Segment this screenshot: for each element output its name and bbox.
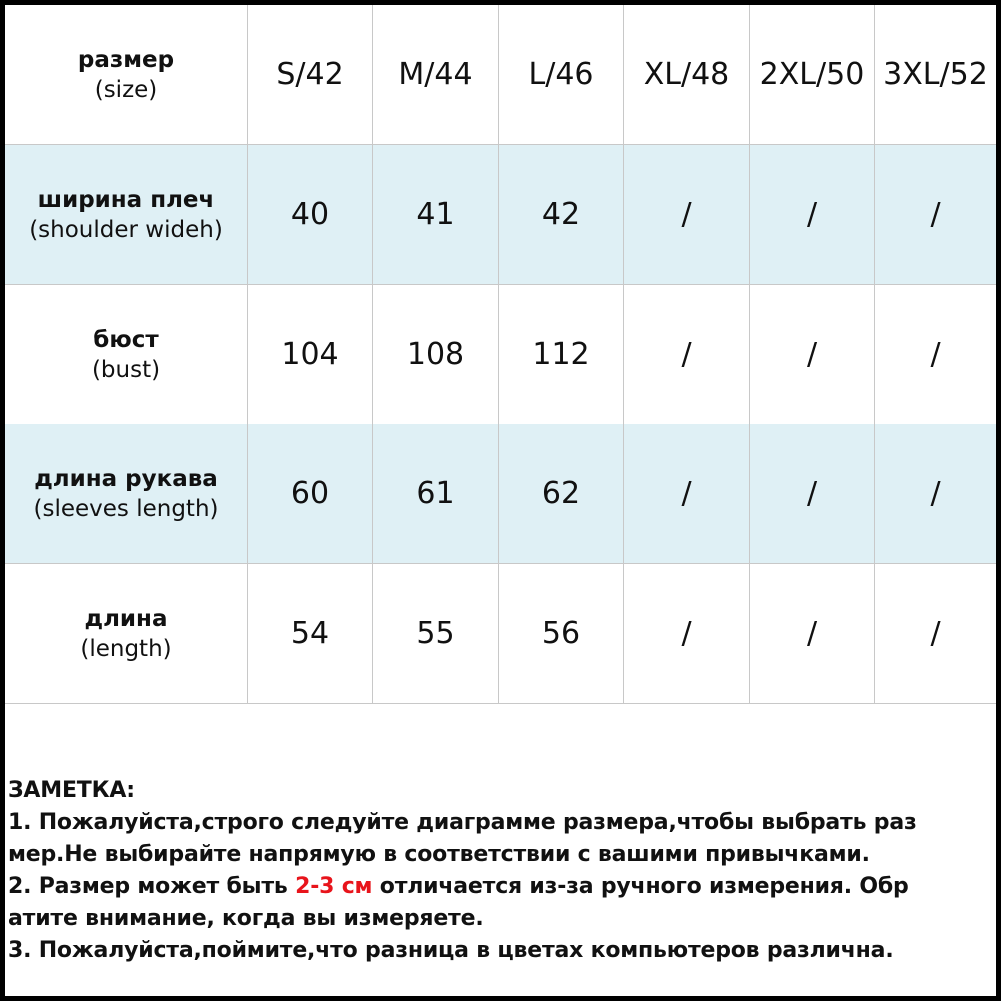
row-label-ru: ширина плеч: [37, 186, 215, 213]
table-cell: /: [930, 197, 941, 232]
table-header-row: [5, 5, 996, 145]
table-cell: 108: [373, 285, 499, 424]
table-cell: 62: [499, 424, 624, 563]
header-label-en: (size): [94, 76, 158, 103]
table-cell: /: [930, 476, 941, 511]
table-cell: /: [750, 564, 875, 703]
table-cell: /: [750, 424, 875, 563]
table-row-shoulder: [5, 145, 996, 285]
row-label-ru: длина рукава: [34, 465, 218, 492]
table-cell: 61: [373, 424, 499, 563]
row-label-cell: [5, 424, 248, 563]
table-cell: /: [930, 616, 941, 651]
header-label-cell: [5, 5, 248, 144]
size-header: S/42: [248, 5, 373, 144]
row-label-en: (bust): [91, 356, 161, 383]
table-cell: /: [750, 285, 875, 424]
header-label-ru: размер: [77, 46, 175, 73]
table-cell: 55: [373, 564, 499, 703]
table-cell: /: [750, 145, 875, 284]
note-line-3-end: отличается из-за ручного измерения. Обр: [372, 874, 909, 899]
table-cell: /: [930, 337, 941, 372]
table-cell: /: [624, 564, 750, 703]
size-header: L/46: [499, 5, 624, 144]
note-line-3: [8, 871, 998, 903]
size-header: XL/48: [624, 5, 750, 144]
size-header: 2XL/50: [750, 5, 875, 144]
table-cell: /: [624, 285, 750, 424]
note-title: ЗАМЕТКА:: [8, 778, 135, 803]
table-cell: /: [624, 145, 750, 284]
size-header: M/44: [373, 5, 499, 144]
table-row-length: [5, 564, 996, 704]
size-header: 3XL/52: [883, 57, 988, 92]
note-highlight: 2-3 см: [295, 874, 373, 899]
row-label-cell: [5, 564, 248, 703]
row-label-ru: бюст: [93, 326, 159, 353]
row-label-ru: длина: [84, 605, 168, 632]
row-label-cell: [5, 145, 248, 284]
note-line-3-start: 2. Размер может быть: [8, 874, 296, 899]
table-cell: 60: [248, 424, 373, 563]
table-row-sleeves: [5, 424, 996, 564]
table-cell: 40: [248, 145, 373, 284]
note-line-1: 1. Пожалуйста,строго следуйте диаграмме размера,чтобы выбрать раз: [8, 810, 917, 835]
table-cell: /: [624, 424, 750, 563]
table-cell: 41: [373, 145, 499, 284]
note-line-2: мер.Не выбирайте напрямую в соответствии с вашими привычками.: [8, 842, 870, 867]
row-label-en: (length): [80, 635, 172, 662]
row-label-en: (shoulder wideh): [29, 216, 223, 243]
table-cell: 56: [499, 564, 624, 703]
row-label-cell: [5, 285, 248, 424]
size-note: [8, 775, 998, 967]
table-cell: 42: [499, 145, 624, 284]
table-cell: 112: [499, 285, 624, 424]
note-line-4: атите внимание, когда вы измеряете.: [8, 906, 484, 931]
row-label-en: (sleeves length): [33, 495, 219, 522]
table-row-bust: [5, 285, 996, 425]
note-line-5: 3. Пожалуйста,поймите,что разница в цветах компьютеров различна.: [8, 938, 894, 963]
table-cell: 54: [248, 564, 373, 703]
table-cell: 104: [248, 285, 373, 424]
